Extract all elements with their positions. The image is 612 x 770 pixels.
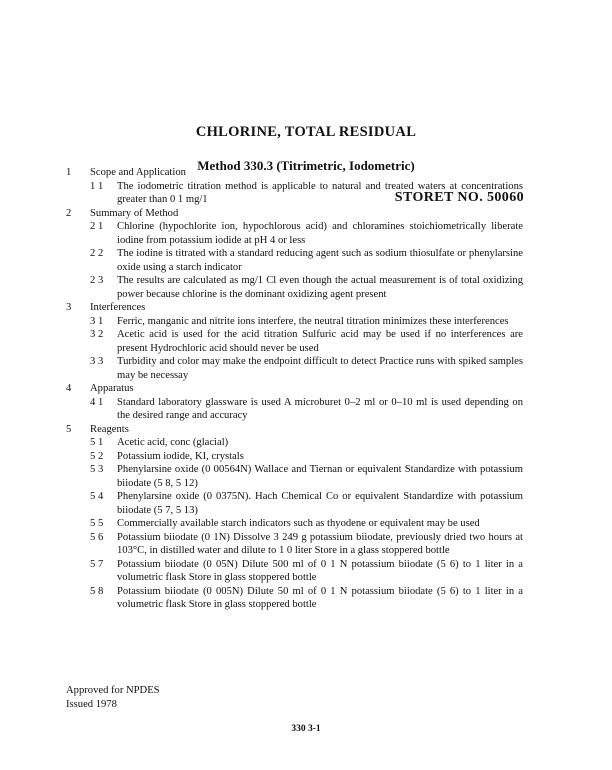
subsection-number: 5 5 [90, 518, 104, 529]
subsection-text: Chlorine (hypochlorite ion, hypochlorous acid) and chloramines stoichiometrically liberate iodine from potassium iodide at pH 4 or less [117, 221, 523, 246]
subsection-item [90, 180, 523, 207]
subsection-item [90, 517, 523, 531]
subsection-text: The iodometric titration method is applicable to natural and treated waters at concentrations greater than 0 1 mg/1 [117, 180, 523, 205]
subsection-text: Potassium biiodate (0 005N) Dilute 50 ml of 0 1 N potassium biiodate (5 6) to 1 liter in a volumetric flask Store in glass stoppered bottle [117, 585, 523, 610]
section-heading [66, 423, 523, 437]
subsection-number: 5 1 [90, 437, 104, 448]
subsection-text: The iodine is titrated with a standard reducing agent such as sodium thiosulfate or phenylarsine oxide using a starch indicator [117, 248, 523, 273]
subsection-item [90, 396, 523, 423]
subsection-item [90, 220, 523, 247]
subsection-text: Commercially available starch indicators such as thyodene or equivalent may be used [117, 518, 480, 529]
subsection-item [90, 247, 523, 274]
subsection-text: The results are calculated as mg/1 Cl even though the actual measurement is of total oxidizing power because chlorine is the dominant oxidizing agent present [117, 275, 523, 300]
storet-number: STORET NO. 50060 [394, 190, 524, 205]
subsection-number: 5 3 [90, 464, 104, 475]
section-number: 1 [66, 167, 72, 178]
subsection-item [90, 315, 523, 329]
subsection-number: 3 2 [90, 329, 104, 340]
approved-note: Approved for NPDES [66, 685, 160, 696]
subsection-item [90, 450, 523, 464]
subsection-item [90, 436, 523, 450]
subsection-text: Turbidity and color may make the endpoint difficult to detect Practice runs with spiked samples may be necessay [117, 356, 523, 381]
section-heading [66, 207, 523, 221]
subsection-number: 3 3 [90, 356, 104, 367]
subsection-number: 5 7 [90, 558, 104, 570]
section-heading [66, 166, 523, 180]
subsection-item [90, 355, 523, 382]
section-number: 4 [66, 383, 72, 394]
subsection-number: 3 1 [90, 315, 104, 327]
subsection-number: 5 8 [90, 585, 104, 597]
subsection-number: 2 2 [90, 248, 104, 259]
section-title: Apparatus [90, 383, 134, 394]
section-number: 3 [66, 302, 72, 313]
subsection-item [90, 490, 523, 517]
subsection-item [90, 558, 523, 585]
subsection-number: 5 4 [90, 491, 104, 502]
subsection-item [90, 274, 523, 301]
method-subtitle: Method 330.3 (Titrimetric, Iodometric) [197, 158, 415, 173]
section-number: 2 [66, 207, 72, 219]
subsection-item [90, 463, 523, 490]
subsection-text: Acetic acid, conc (glacial) [117, 437, 229, 448]
subsection-text: Ferric, manganic and nitrite ions interfere, the neutral titration minimizes these interferences [117, 315, 509, 327]
subsection-text: Standard laboratory glassware is used A microburet 0–2 ml or 0–10 ml is used depending on the desired range and accuracy [117, 396, 523, 421]
subsection-number: 5 2 [90, 450, 104, 462]
section-title: Summary of Method [90, 207, 179, 219]
subsection-number: 2 3 [90, 275, 104, 286]
subsection-text: Acetic acid is used for the acid titration Sulfuric acid may be used if no interferences are present Hydrochloric acid should never be used [117, 329, 523, 354]
issued-note: Issued 1978 [66, 699, 117, 710]
subsection-item [90, 531, 523, 558]
subsection-text: Potassium biiodate (0 05N) Dilute 500 ml of 0 1 N potassium biiodate (5 6) to 1 liter in a volumetric flask Store in glass stoppered bottle [117, 558, 523, 583]
subsection-number: 1 1 [90, 180, 104, 192]
section-title: Scope and Application [90, 167, 186, 178]
subsection-text: Phenylarsine oxide (0 0375N). Hach Chemical Co or equivalent Standardize with potassium biiodate (5 7, 5 13) [117, 491, 523, 516]
subsection-item [90, 585, 523, 612]
section-title: Reagents [90, 423, 129, 435]
subsection-item [90, 328, 523, 355]
section-number: 5 [66, 423, 72, 435]
subsection-number: 5 6 [90, 531, 104, 543]
document-body [66, 166, 523, 612]
subsection-text: Potassium biiodate (0 1N) Dissolve 3 249 g potassium biiodate, previously dried two hours at 103°C, in distilled water and dilute to 1 0 liter Store in a glass stoppered bottle [117, 531, 523, 556]
document-title: CHLORINE, TOTAL RESIDUAL [195, 124, 417, 140]
subsection-number: 4 1 [90, 396, 104, 408]
page-number: 330 3-1 [291, 724, 321, 734]
subsection-text: Phenylarsine oxide (0 00564N) Wallace and Tiernan or equivalent Standardize with potassium biiodate (5 8, 5 12) [117, 464, 523, 489]
section-heading [66, 382, 523, 396]
footer [66, 684, 160, 712]
subsection-text: Potassium iodide, KI, crystals [117, 450, 244, 462]
subsection-number: 2 1 [90, 221, 104, 232]
section-heading [66, 301, 523, 315]
section-title: Interferences [90, 302, 146, 313]
